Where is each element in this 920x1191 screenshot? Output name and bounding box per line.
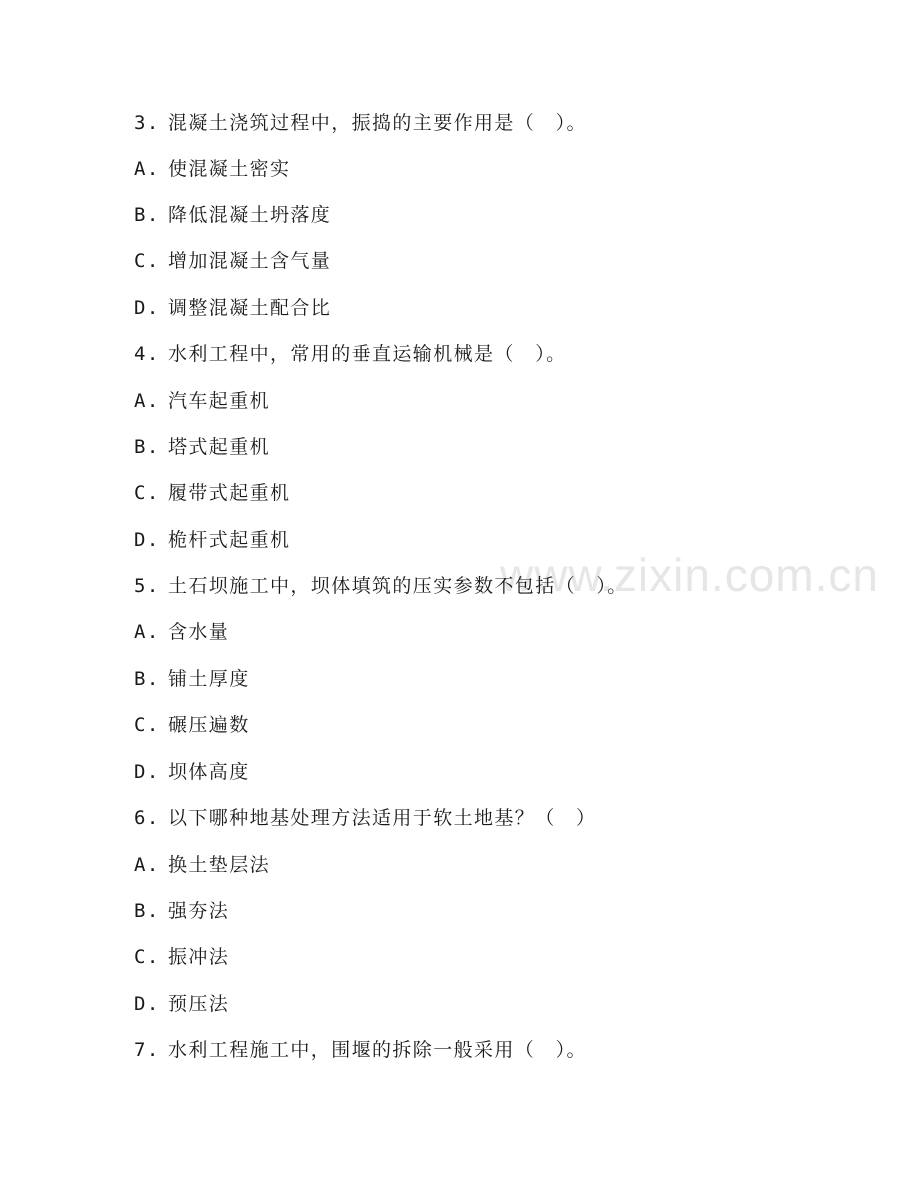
option-a	[134, 154, 290, 184]
question-number: 6.	[134, 807, 160, 829]
option-text: 桅杆式起重机	[168, 529, 291, 551]
question-3	[134, 108, 587, 138]
question-text: 混凝土浇筑过程中，振捣的主要作用是（ ）。	[168, 112, 587, 134]
option-b	[134, 200, 331, 230]
option-d	[134, 293, 331, 323]
option-text: 调整混凝土配合比	[168, 297, 332, 319]
option-text: 坝体高度	[168, 761, 250, 783]
option-c	[134, 246, 331, 276]
question-number: 4.	[134, 343, 160, 365]
option-text: 预压法	[168, 993, 230, 1015]
option-text: 增加混凝土含气量	[168, 250, 332, 272]
option-d	[134, 525, 290, 555]
option-letter: D.	[134, 761, 160, 783]
question-text: 水利工程施工中，围堰的拆除一般采用（ ）。	[168, 1039, 587, 1061]
question-number: 5.	[134, 575, 160, 597]
option-letter: A.	[134, 390, 160, 412]
option-c	[134, 710, 250, 740]
option-letter: D.	[134, 993, 160, 1015]
option-text: 换土垫层法	[168, 854, 271, 876]
option-letter: B.	[134, 436, 160, 458]
option-c	[134, 942, 229, 972]
option-text: 碾压遍数	[168, 714, 250, 736]
option-b	[134, 664, 250, 694]
option-letter: B.	[134, 668, 160, 690]
question-4	[134, 339, 567, 369]
option-text: 含水量	[168, 621, 230, 643]
option-a	[134, 386, 270, 416]
option-letter: C.	[134, 482, 160, 504]
option-a	[134, 617, 229, 647]
option-letter: B.	[134, 204, 160, 226]
question-7	[134, 1035, 587, 1065]
option-text: 履带式起重机	[168, 482, 291, 504]
question-number: 7.	[134, 1039, 160, 1061]
option-d	[134, 757, 250, 787]
option-text: 汽车起重机	[168, 390, 271, 412]
option-letter: C.	[134, 250, 160, 272]
question-text: 土石坝施工中，坝体填筑的压实参数不包括（ ）。	[168, 575, 628, 597]
option-text: 塔式起重机	[168, 436, 271, 458]
question-number: 3.	[134, 112, 160, 134]
option-text: 振冲法	[168, 946, 230, 968]
option-letter: D.	[134, 297, 160, 319]
option-letter: A.	[134, 158, 160, 180]
option-text: 降低混凝土坍落度	[168, 204, 332, 226]
question-text: 水利工程中，常用的垂直运输机械是（ ）。	[168, 343, 567, 365]
option-letter: A.	[134, 621, 160, 643]
option-d	[134, 989, 229, 1019]
option-a	[134, 850, 270, 880]
option-letter: A.	[134, 854, 160, 876]
option-letter: C.	[134, 946, 160, 968]
option-letter: D.	[134, 529, 160, 551]
question-text: 以下哪种地基处理方法适用于软土地基？（ ）	[168, 807, 597, 829]
option-b	[134, 896, 229, 926]
option-text: 铺土厚度	[168, 668, 250, 690]
option-text: 使混凝土密实	[168, 158, 291, 180]
option-text: 强夯法	[168, 900, 230, 922]
watermark: www.zixin.com.cn	[500, 549, 879, 601]
option-c	[134, 478, 290, 508]
option-letter: C.	[134, 714, 160, 736]
question-5	[134, 571, 628, 601]
option-b	[134, 432, 270, 462]
option-letter: B.	[134, 900, 160, 922]
question-6	[134, 803, 596, 833]
